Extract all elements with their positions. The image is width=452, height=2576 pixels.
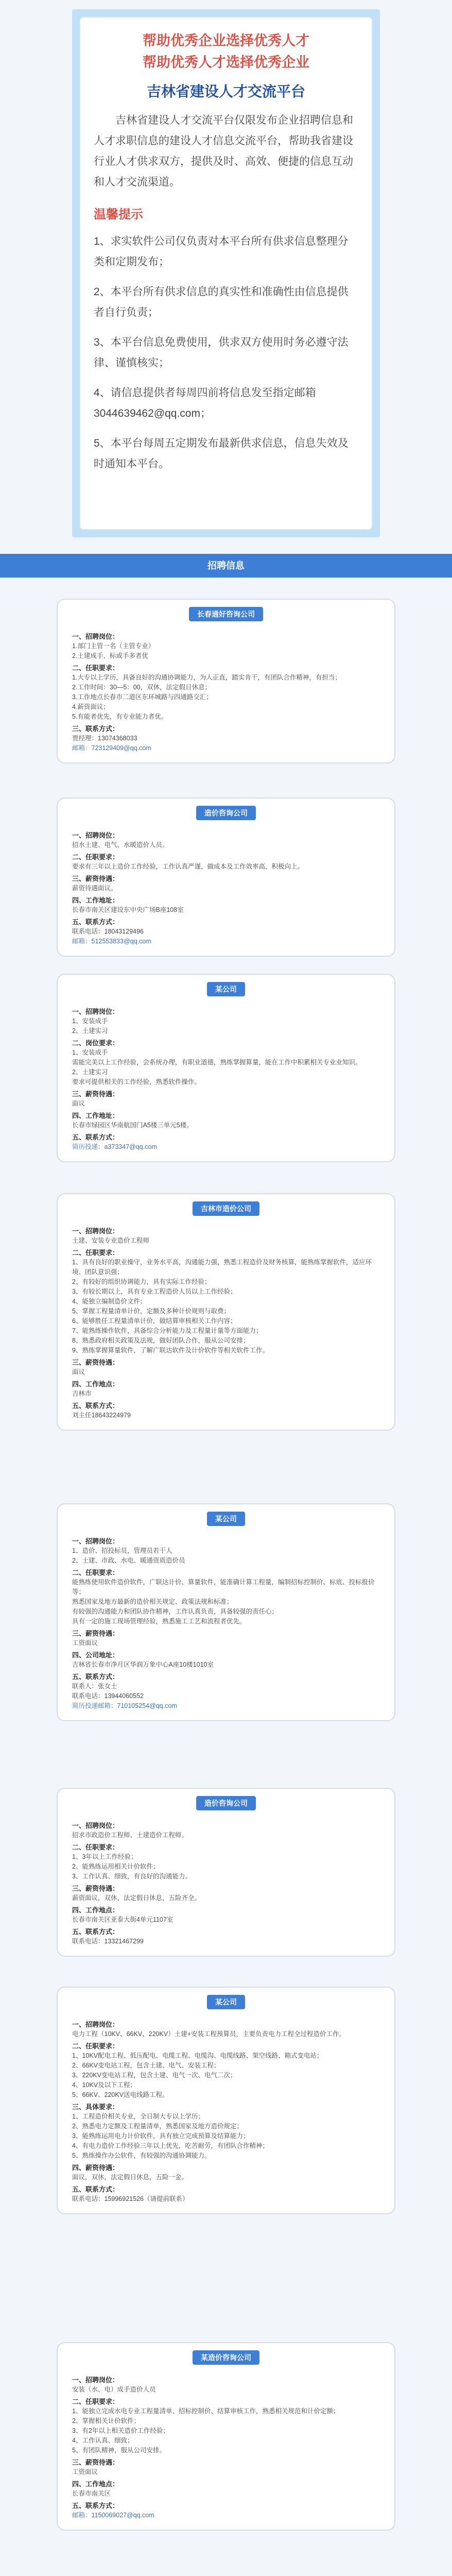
field-title: 一、招聘岗位： (72, 1008, 119, 1015)
field-title: 五、联系方式： (72, 1133, 119, 1141)
tips-title: 温馨提示 (94, 208, 143, 222)
field-line: 1.大专以上学历，具备良好的沟通协调能力，为人正直，踏实肯干，有团队合作精神，有担当； (72, 674, 341, 681)
job-card (57, 599, 395, 764)
field-line: 2、66KV变电站工程，包含土建、电气、安装工程； (72, 2062, 220, 2069)
field-line: 联系人：张女士 (72, 1683, 117, 1690)
field-title: 二、任职要求： (72, 2398, 119, 2405)
field-line: 4、工作认真、细致； (72, 2437, 134, 2444)
field-title: 二、岗位要求： (72, 1039, 119, 1047)
field-title: 四、工作地点： (72, 2480, 119, 2488)
field-line: 4、能独立编制造价文件； (72, 1298, 147, 1305)
field-line: 6、能够胜任工程量清单计价，做结算审核相关工作内容； (72, 1317, 237, 1325)
field-line: 7、能熟练操作软件，具备综合分析能力及工程量计量等方面能力； (72, 1327, 263, 1334)
field-line: 吉林省长春市净月区华润万象中心A座10楼1010室 (72, 1661, 214, 1668)
field-title: 五、联系方式： (72, 1673, 119, 1681)
field-line: 要求可提供相关的工作经验，熟悉软件操作。 (72, 1078, 201, 1086)
field-title: 四、薪资待遇： (72, 2164, 119, 2172)
field-line: 面议，双休，法定假日休息，五险一金。 (72, 2174, 188, 2181)
field-line: 面议 (72, 1368, 85, 1376)
field-line: 5、有团队精神，服从公司安排。 (72, 2447, 166, 2454)
job-card (57, 2342, 395, 2531)
field-line: 2、能熟练运用相关计价软件； (72, 1863, 160, 1870)
field-line: 3、220KV变电站工程，包含土建、电气一次、电气二次； (72, 2072, 237, 2079)
field-line: 5、熟练操作办公软件，有较强的沟通协调能力。 (72, 2152, 211, 2159)
field-line: 长春市南关区 (72, 2490, 111, 2497)
field-title: 三、薪资待遇： (72, 875, 119, 883)
field-title: 二、任职要求： (72, 1843, 119, 1851)
field-line: 3.工作地点长春市二道区东环城路与四通路交汇； (72, 693, 213, 701)
company-name: 某公司 (207, 1995, 245, 2009)
field-title: 三、薪资待遇： (72, 1090, 119, 1098)
field-line: 1、安装成手 (72, 1049, 108, 1056)
slogan-2: 帮助优秀人才选择优秀企业 (143, 55, 309, 70)
field-title: 二、任职要求： (72, 1569, 119, 1577)
field-title: 五、联系方式： (72, 1402, 119, 1410)
field-title: 二、任职要求： (72, 1249, 119, 1257)
field-line: 工资面议 (72, 1639, 98, 1647)
field-line: 3、有2年以上相关造价工作经验； (72, 2427, 169, 2434)
job-card (57, 798, 395, 957)
field-line: 联系电话：13321467299 (72, 1938, 144, 1945)
field-line: 具有一定的施工现场管理经验，熟悉施工工艺和流程者优先。 (72, 1618, 246, 1625)
job-card (57, 1987, 395, 2214)
field-title: 五、联系方式： (72, 2185, 119, 2193)
field-line: 8、熟悉政府相关政策及法规，做好团队合作，服从公司安排； (72, 1337, 250, 1344)
company-name: 造价咨询公司 (196, 1796, 256, 1810)
tip-item: 5、本平台每周五定期发布最新供求信息，信息失效及时通知本平台。 (94, 437, 349, 470)
field-title: 四、工作地址： (72, 1112, 119, 1120)
field-line: 联系电话：13944060552 (72, 1692, 144, 1700)
job-card (57, 1788, 395, 1957)
field-title: 三、薪资待遇： (72, 1630, 119, 1637)
field-line: 长春市南关区亚泰大街4单元1107室 (72, 1916, 173, 1923)
field-line: 4、10KV及以下工程； (72, 2081, 137, 2089)
field-title: 一、招聘岗位： (72, 1227, 119, 1235)
field-line: 1、工程造价相关专业，全日制大专以上学历； (72, 2113, 204, 2120)
field-line: 2.工作时间：30—5：00，双休，法定假日休息； (72, 684, 212, 691)
field-line: 薪资面议，双休，法定假日休息，五险齐全。 (72, 1894, 201, 1902)
field-line: 薪资待遇面议。 (72, 885, 117, 892)
field-title: 一、招聘岗位： (72, 2376, 119, 2384)
contact-email[interactable]: 简历投递邮箱：710105254@qq.com (72, 1702, 177, 1709)
field-title: 三、联系方式： (72, 725, 119, 733)
field-title: 一、招聘岗位： (72, 633, 119, 640)
field-line: 1、10KV配电工程、低压配电、电缆工程、电缆沟、电缆线路、架空线路、箱式变电站； (72, 2052, 323, 2059)
field-title: 三、薪资待遇： (72, 1885, 119, 1892)
notice-inner (79, 16, 373, 530)
field-line: 2、掌握相关计价软件； (72, 2417, 140, 2425)
field-line: 工资面议 (72, 2468, 98, 2476)
field-title: 二、任职要求： (72, 853, 119, 861)
field-line: 5、掌握工程量清单计价，定额及多种计价规则与取费； (72, 1308, 230, 1315)
field-line: 1、能独立完成水电专业工程量清单、招标控制价、结算审核工作，熟悉相关规范和计价定额； (72, 2408, 340, 2415)
field-line: 1、造价、招投标员，管理员若干人 (72, 1547, 172, 1554)
company-name: 吉林市造价公司 (193, 1201, 259, 1216)
platform-title: 吉林省建设人才交流平台 (146, 83, 305, 99)
contact-email[interactable]: 简历投递：a373347@qq.com (72, 1143, 157, 1150)
field-line: 长春市绿园区华南航国门A5楼三单元5楼。 (72, 1122, 193, 1129)
field-line: 招求市政造价工程师、土建造价工程师。 (72, 1832, 188, 1839)
field-line: 招水土建、电气、水暖造价人员。 (72, 841, 169, 849)
slogan-1: 帮助优秀企业选择优秀人才 (143, 33, 309, 48)
contact-email[interactable]: 邮箱：1150069027@qq.com (72, 2512, 154, 2519)
company-name: 长春通好咨询公司 (189, 607, 263, 621)
field-line: 5.有能者优先，有专业能力者优。 (72, 713, 168, 720)
field-line: 4.薪资面议； (72, 703, 110, 710)
field-line: 刘主任18643224979 (72, 1412, 131, 1419)
field-line: 2.土建成手、标或手多者优 (72, 652, 148, 659)
field-title: 一、招聘岗位： (72, 2021, 119, 2028)
field-line: 面议 (72, 1100, 85, 1107)
field-title: 四、工作地点： (72, 1380, 119, 1388)
field-line: 长春市南关区建设东中央广场B座108室 (72, 906, 184, 913)
field-line: 贾经理：13074368033 (72, 735, 137, 742)
tip-item: 4、请信息提供者每周四前将信息发至指定邮箱3044639462@qq.com； (94, 387, 316, 419)
field-line: 2、土建、市政、水电、暖通资质造价员 (72, 1557, 185, 1564)
field-title: 五、联系方式： (72, 2502, 119, 2510)
tip-item: 1、求实软件公司仅负责对本平台所有供求信息整理分类和定期发布； (94, 235, 349, 268)
field-line: 1、安装成手 (72, 1018, 108, 1025)
field-line: 9、熟练掌握算量软件，了解广联达软件及计价软件等相关软件工作。 (72, 1347, 269, 1354)
field-line: 安装（水、电）成手造价人员 (72, 2386, 156, 2393)
company-name: 某公司 (207, 1512, 245, 1526)
company-name: 某造价咨询公司 (193, 2350, 259, 2365)
company-name: 造价咨询公司 (196, 806, 256, 820)
field-line: 需能完美以上工作经验，会系统办理，有职业道德，熟练掌握算量，能在工作中积累相关专业业知识。 (72, 1059, 362, 1066)
field-line: 土建、安装专业造价工程师 (72, 1237, 150, 1244)
field-title: 五、联系方式： (72, 918, 119, 926)
section-title: 招聘信息 (0, 554, 452, 578)
job-card (57, 1503, 395, 1721)
field-line: 2、熟悉电力定额及工程量清单，熟悉国家及地方造价规定； (72, 2123, 243, 2130)
field-line: 要求有三年以上造价工作经验，工作认真严谨，做成本及工作效率高，积极向上。 (72, 863, 304, 870)
field-line: 联系电话：18043129496 (72, 928, 144, 935)
field-title: 四、工作地点： (72, 1906, 119, 1914)
contact-email[interactable]: 邮箱：512553833@qq.com (72, 938, 151, 945)
field-line: 吉林市 (72, 1390, 92, 1397)
job-card (57, 1193, 395, 1431)
field-line: 2、有较好的组织协调能力，具有实际工作经验； (72, 1278, 211, 1285)
field-line: 有较强的沟通能力和团队协作精神，工作认真负责，具备较强的责任心； (72, 1608, 279, 1615)
tip-item: 3、本平台信息免费使用，供求双方使用时务必遵守法律、谨慎核实； (94, 336, 349, 369)
field-title: 三、薪资待遇： (72, 1359, 119, 1366)
field-title: 三、薪资待遇： (72, 2459, 119, 2466)
field-title: 一、招聘岗位： (72, 1537, 119, 1545)
field-line: 能熟练使用软件造价软件，广联达计价、算量软件，能准确计算工程量，编制招标控制价、标底、投标报价等； (72, 1579, 375, 1596)
field-title: 二、任职要求： (72, 664, 119, 672)
field-title: 五、联系方式： (72, 1928, 119, 1936)
field-line: 1、具有良好的职业操守，业务水平高，沟通能力强，熟悉工程造价及财务核算，能熟练掌握软件，适应环境、团队意识强； (72, 1259, 372, 1276)
field-title: 二、任职要求： (72, 2042, 119, 2050)
tip-item: 2、本平台所有供求信息的真实性和准确性由信息提供者自行负责； (94, 286, 349, 318)
field-line: 3、能熟练运用电力计价软件，具有独立完成预算及结算能力； (72, 2132, 250, 2140)
field-line: 1、3年以上工作经验； (72, 1853, 137, 1860)
field-line: 电力工程（10KV、66KV、220KV）土建+安装工程预算员，主要负责电力工程全过程造价工作。 (72, 2030, 345, 2038)
field-line: 2、土建实习 (72, 1069, 108, 1076)
field-line: 2、土建实习 (72, 1027, 108, 1035)
field-line: 3、有较长期以上，具有专业工程造价人员以上工作经验； (72, 1288, 237, 1295)
platform-intro: 吉林省建设人才交流平台仅限发布企业招聘信息和人才求职信息的建设人才信息交流平台，帮助我省建设行业人才供求双方，提供及时、高效、便捷的信息互动和人才交流渠道。 (94, 114, 353, 188)
field-title: 三、具体要求： (72, 2103, 119, 2111)
contact-email[interactable]: 邮箱：723129409@qq.com (72, 744, 151, 752)
field-line: 熟悉国家及地方最新的造价相关规定、政策法规和标准； (72, 1598, 233, 1605)
field-title: 一、招聘岗位： (72, 1822, 119, 1829)
field-line: 联系电话：15996921526（请提前联系） (72, 2195, 189, 2202)
field-line: 4、有电力造价工作经验三年以上优先，吃苦耐劳，有团队合作精神； (72, 2142, 269, 2149)
field-line: 1.部门主管一名（主管专业） (72, 642, 155, 650)
field-title: 四、工作地址： (72, 896, 119, 904)
notice-panel (72, 9, 380, 537)
field-title: 四、公司地址： (72, 1651, 119, 1659)
company-name: 某公司 (207, 982, 245, 996)
field-title: 一、招聘岗位： (72, 832, 119, 839)
field-line: 5、66KV、220KV送电线路工程。 (72, 2091, 169, 2098)
job-card (57, 974, 395, 1162)
field-line: 3、工作认真、细致，有良好的沟通能力。 (72, 1873, 192, 1880)
